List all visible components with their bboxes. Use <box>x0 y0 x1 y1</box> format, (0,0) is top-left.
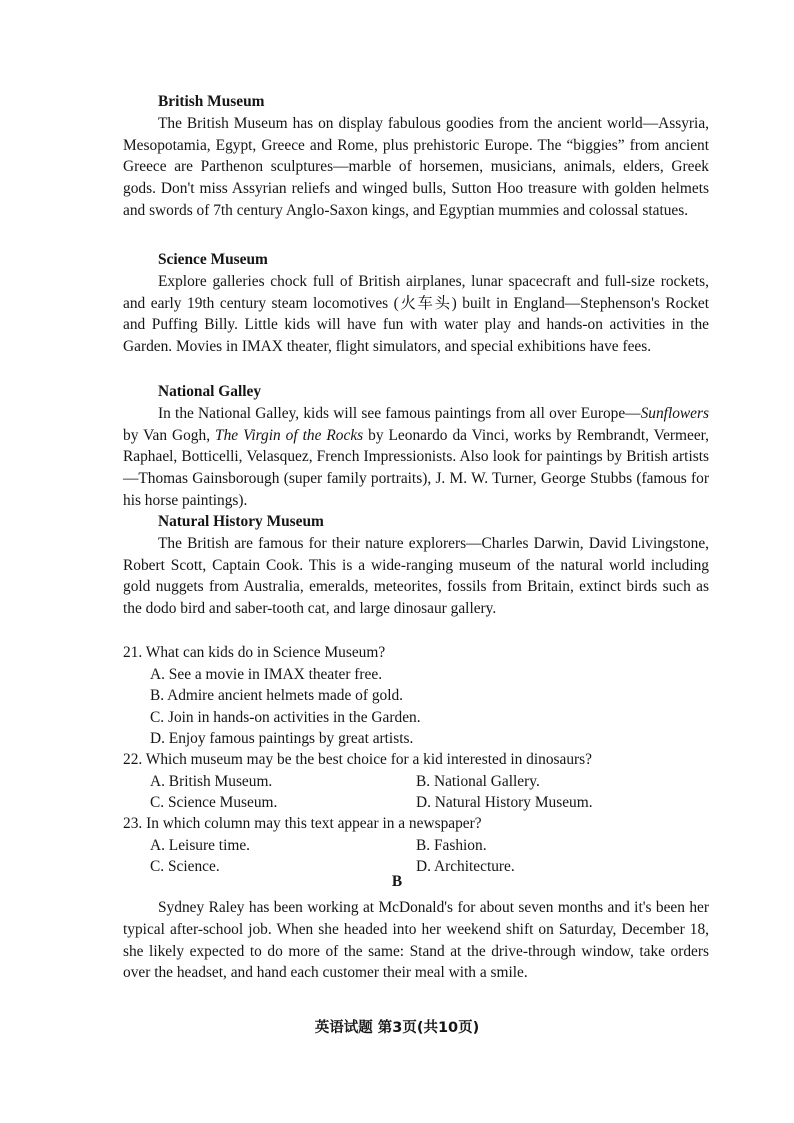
natural-history-heading: Natural History Museum <box>158 513 324 530</box>
question-23-stem: 23. In which column may this text appear in a newspaper? <box>123 815 482 832</box>
passage-b-label: B <box>391 873 403 890</box>
page-footer: 英语试题 第3页(共10页) <box>314 1020 480 1036</box>
national-galley-text-1: In the National Galley, kids will see famous paintings from all over Europe— <box>158 404 641 422</box>
question-22-option-b: B. National Gallery. <box>416 773 540 790</box>
natural-history-section <box>123 511 709 620</box>
painting-title-virgin-of-the-rocks: The Virgin of the Rocks <box>215 426 364 444</box>
national-galley-section <box>123 381 709 512</box>
question-23-option-c: C. Science. <box>150 858 220 875</box>
painting-title-sunflowers: Sunflowers <box>640 404 709 422</box>
question-23-option-b: B. Fashion. <box>416 837 487 854</box>
question-21-stem: 21. What can kids do in Science Museum? <box>123 644 386 661</box>
national-galley-heading: National Galley <box>158 383 262 400</box>
science-museum-section <box>123 249 709 358</box>
british-museum-text: The British Museum has on display fabulous goodies from the ancient world—Assyria, Mesopotamia, Egypt, Greece and Rome, plus prehistoric Europe. The “biggies” from ancient Greece are Parthenon sculptures—marble of horsemen, musicians, animals, elders, Greek gods. Don't miss Assyrian reliefs and winged bulls, Sutton Hoo treasure with golden helmets and swords of 7th century Anglo-Saxon kings, and Egyptian mummies and colossal statues. <box>123 114 709 219</box>
question-21-option-d: D. Enjoy famous paintings by great artists. <box>150 730 414 747</box>
question-21-option-b: B. Admire ancient helmets made of gold. <box>150 687 404 704</box>
national-galley-text-3: by Leonardo da Vinci, works by Rembrandt, Vermeer, Raphael, Botticelli, Velasquez, French Impressionists. Also look for paintings by British artists—Thomas Gainsborough (super family portraits), J. M. W. Turner, George Stubbs (famous for his horse paintings). <box>123 426 710 509</box>
question-22-option-a: A. British Museum. <box>150 773 273 790</box>
question-23-option-a: A. Leisure time. <box>150 837 251 854</box>
question-21-option-a: A. See a movie in IMAX theater free. <box>150 666 383 683</box>
science-museum-heading: Science Museum <box>158 251 268 268</box>
national-galley-text <box>123 403 709 512</box>
science-museum-text: Explore galleries chock full of British airplanes, lunar spacecraft and full-size rockets, and early 19th century steam locomotives (火车头) built in England—Stephenson's Rocket and Puffing Billy. Little kids will have fun with water play and hands-on activities in the Garden. Movies in IMAX theater, flight simulators, and special exhibitions have fees. <box>123 272 709 356</box>
british-museum-section <box>123 91 709 222</box>
question-22-option-d: D. Natural History Museum. <box>416 794 593 811</box>
question-22-stem: 22. Which museum may be the best choice for a kid interested in dinosaurs? <box>123 751 593 768</box>
passage-b-section <box>123 897 709 984</box>
question-22-option-c: C. Science Museum. <box>150 794 278 811</box>
question-23-option-d: D. Architecture. <box>416 858 515 875</box>
national-galley-text-2: by Van Gogh, <box>123 426 216 444</box>
question-21-option-c: C. Join in hands-on activities in the Garden. <box>150 709 421 726</box>
passage-b-text: Sydney Raley has been working at McDonald's for about seven months and it's been her typical after-school job. When she headed into her weekend shift on Saturday, December 18, she likely expected to do more of the same: Stand at the drive-through window, take orders over the headset, and hand each customer their meal with a smile. <box>123 899 709 982</box>
british-museum-heading: British Museum <box>158 93 265 110</box>
natural-history-text: The British are famous for their nature explorers—Charles Darwin, David Livingstone, Robert Scott, Captain Cook. This is a wide-ranging museum of the natural world including gold nuggets from Australia, emeralds, meteorites, fossils from Britain, extinct birds such as the dodo bird and saber-tooth cat, and large dinosaur gallery. <box>123 534 709 618</box>
